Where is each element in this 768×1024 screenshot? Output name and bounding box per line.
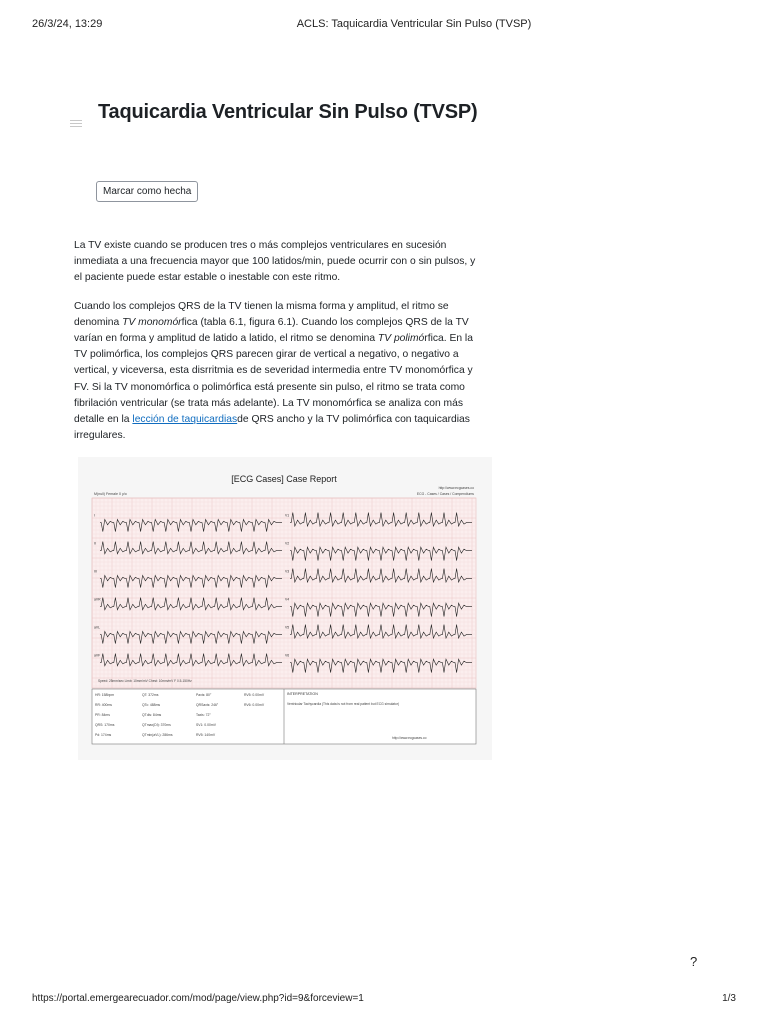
- ecg-footer-site: http://www.ecgcases.co: [392, 736, 427, 740]
- ecg-measurement: Pd: 174ms: [95, 733, 112, 737]
- term-tv-polimorfica: TV polimó: [377, 333, 425, 345]
- ecg-measurement: RR: 400ms: [95, 703, 112, 707]
- paragraph-monomorphic-polymorphic: Cuando los complejos QRS de la TV tienen la misma forma y amplitud, el ritmo se denomina TV monomórfica (tabla 6.1, figura 6.1). Cuando los complejos QRS de la TV varían en forma y amplitud de latido a latido, el ritmo se denomina TV polimórfica. En la TV polimórfica, los complejos QRS parecen girar de vertical a negativo, o negativo a vertical, y viceversa, esta disrritmia es de severidad intermedia entre TV monomórfica y FV. Si la TV monomórfica o polimórfica está presente sin pulso, el ritmo se trata como fibrilación ventricular (se trata más adelante). La TV monomórfica se analiza con más detalle en la lección de taquicardiasde QRS ancho y la TV polimórfica con taquicardias irregulares.: [74, 300, 473, 442]
- ecg-lead-label: V6: [285, 653, 290, 658]
- page-icon: [70, 120, 82, 130]
- help-button[interactable]: ?: [690, 954, 698, 969]
- print-doc-title: ACLS: Taquicardia Ventricular Sin Pulso (TVSP): [296, 18, 532, 30]
- ecg-interpretation-header: INTERPRETATION: [287, 692, 318, 696]
- footer-page-number: 1/3: [722, 993, 736, 1004]
- ecg-lead-label: II: [94, 541, 96, 546]
- ecg-lead-label: I: [94, 513, 95, 518]
- page-title: Taquicardia Ventricular Sin Pulso (TVSP): [98, 101, 478, 123]
- ecg-measurement: QT: 372ms: [142, 693, 159, 697]
- mark-as-done-button[interactable]: Marcar como hecha: [96, 181, 198, 202]
- ecg-measurement: QRS: 170ms: [95, 723, 115, 727]
- ecg-lead-label: V3: [285, 569, 290, 574]
- ecg-measurement: HR: 158bpm: [95, 693, 115, 697]
- ecg-lead-label: aVF: [94, 653, 101, 658]
- paragraph-definition: La TV existe cuando se producen tres o más complejos ventriculares en sucesión inmediata a una frecuencia mayor que 100 latidos/min, puede ocurrir con o sin pulsos, y el paciente puede estar estable o inestable con este ritmo.: [74, 240, 476, 284]
- ecg-calibration: Speed: 25mm/sec Limb: 10mm/mV Chest: 10mm/mV F 0.5-150Hz: [98, 679, 192, 683]
- ecg-lead-label: V2: [285, 541, 290, 546]
- ecg-title: [ECG Cases] Case Report: [231, 474, 337, 484]
- tachycardia-lesson-link[interactable]: lección de taquicardias: [132, 414, 238, 426]
- ecg-case-report: [78, 457, 492, 760]
- ecg-lead-label: V5: [285, 625, 290, 630]
- ecg-measurement: Paxis: 80°: [196, 693, 212, 697]
- ecg-interpretation: Ventricular Tachycardia (This data is not from real patient but ECG simulator): [287, 702, 400, 706]
- ecg-lead-label: III: [94, 569, 97, 574]
- ecg-measurement: QTdis: 84ms: [142, 713, 162, 717]
- ecg-measurement: QTmax(DI): 370ms: [142, 723, 171, 727]
- ecg-measurement: QTmin(aVL): 286ms: [142, 733, 173, 737]
- ecg-lead-label: V1: [285, 513, 290, 518]
- ecg-measurement: QRSaxis: 246°: [196, 703, 219, 707]
- ecg-lead-label: V4: [285, 597, 290, 602]
- term-tv-monomorfica: TV monomór: [122, 316, 182, 328]
- footer-url: https://portal.emergearecuador.com/mod/page/view.php?id=9&forceview=1: [32, 993, 364, 1004]
- ecg-patient: M(null) Female 0 y/o: [94, 492, 127, 496]
- ecg-measurement: Taxis: 72°: [196, 713, 211, 717]
- print-datetime: 26/3/24, 13:29: [32, 18, 103, 30]
- ecg-lead-label: aVR: [94, 597, 101, 602]
- ecg-measurement: QTc: 488ms: [142, 703, 161, 707]
- ecg-measurement: PR: 84ms: [95, 713, 110, 717]
- ecg-lead-label: aVL: [94, 625, 101, 630]
- ecg-site: http://www.ecgcases.co: [438, 486, 474, 490]
- ecg-figure: [78, 457, 492, 760]
- ecg-measurement: RV5: 0.00mV: [244, 693, 265, 697]
- ecg-measurement: RV5: 140mV: [196, 733, 216, 737]
- ecg-measurement: SV1: 0.00mV: [196, 723, 216, 727]
- ecg-subtitle: ECG - Cases / Cases / Compendiums: [416, 492, 474, 496]
- ecg-measurement: RV6: 0.00mV: [244, 703, 265, 707]
- page-content: [74, 238, 486, 456]
